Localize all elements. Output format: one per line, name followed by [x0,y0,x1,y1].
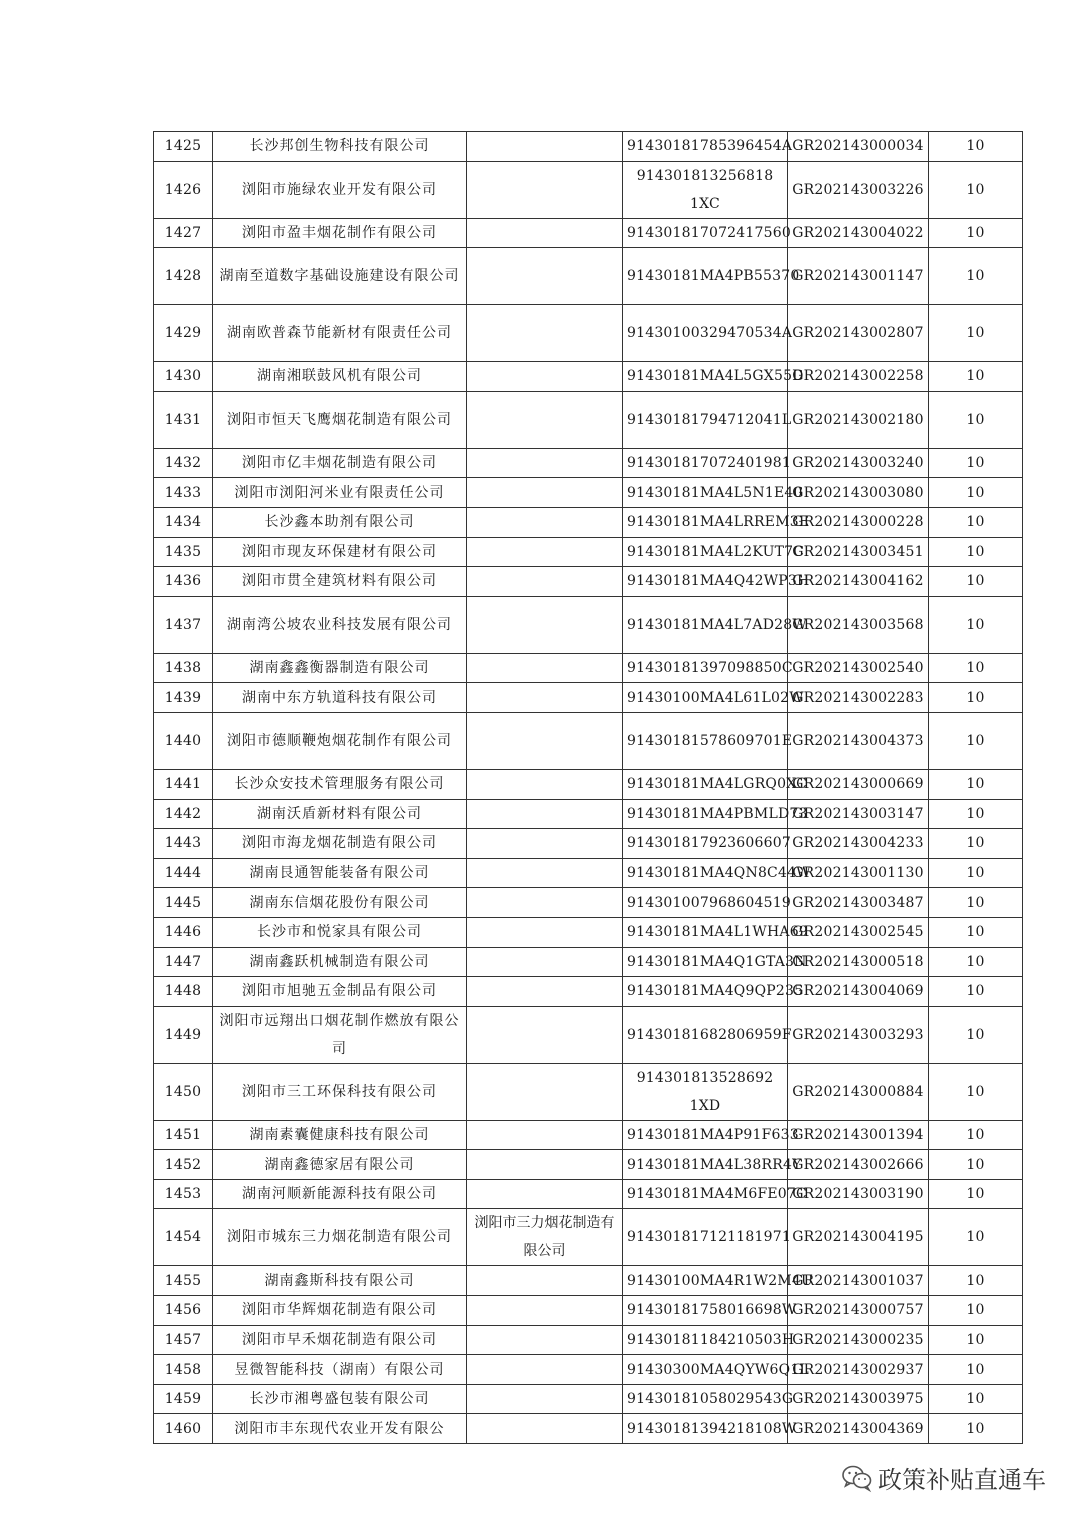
former-name-cell [467,947,623,977]
table-row [154,305,1023,362]
credit-code-cell: 914301817923606607 [623,829,788,859]
company-name-cell: 湖南湘联鼓风机有限公司 [213,362,467,392]
company-name-cell: 长沙市和悦家具有限公司 [213,917,467,947]
row-number-cell: 1432 [154,448,213,478]
former-name-cell [467,391,623,448]
certificate-number-cell: GR202143002180 [788,391,929,448]
table-row [154,537,1023,567]
amount-cell: 10 [929,1209,1023,1266]
certificate-number-cell: GR202143001147 [788,248,929,305]
amount-cell: 10 [929,858,1023,888]
credit-code-cell: 91430181682806959F [623,1006,788,1063]
row-number-cell: 1436 [154,567,213,597]
row-number-cell: 1456 [154,1296,213,1326]
row-number-cell: 1434 [154,507,213,537]
table-row [154,683,1023,713]
credit-code-cell: 91430181MA4L38RR4Y [623,1150,788,1180]
former-name-cell [467,858,623,888]
table-row [154,799,1023,829]
table-row [154,1150,1023,1180]
company-name-cell: 湖南沃盾新材料有限公司 [213,799,467,829]
former-name-cell [467,448,623,478]
certificate-number-cell: GR202143001037 [788,1266,929,1296]
credit-code-cell: 91430181MA4L5N1E40 [623,478,788,508]
company-name-cell: 浏阳市早禾烟花制造有限公司 [213,1325,467,1355]
former-name-cell [467,362,623,392]
credit-code-cell: 91430100MA4R1W2M4U [623,1266,788,1296]
company-name-cell: 湖南鑫跃机械制造有限公司 [213,947,467,977]
row-number-cell: 1459 [154,1384,213,1414]
amount-cell: 10 [929,1266,1023,1296]
amount-cell: 10 [929,947,1023,977]
former-name-cell [467,1063,623,1120]
former-name-cell [467,1266,623,1296]
former-name-cell [467,683,623,713]
row-number-cell: 1425 [154,132,213,162]
credit-code-cell: 91430181MA4PBMLD73 [623,799,788,829]
table-row [154,218,1023,248]
company-name-cell: 长沙邦创生物科技有限公司 [213,132,467,162]
table-row [154,1179,1023,1209]
certificate-number-cell: GR202143004195 [788,1209,929,1266]
certificate-number-cell: GR202143000669 [788,769,929,799]
credit-code-cell: 91430181578609701E [623,712,788,769]
table-row [154,362,1023,392]
certificate-number-cell: GR202143004369 [788,1414,929,1444]
credit-code-cell: 914301817072401981 [623,448,788,478]
table-row [154,507,1023,537]
former-name-cell [467,712,623,769]
table-row [154,947,1023,977]
table-body [154,132,1023,1444]
row-number-cell: 1433 [154,478,213,508]
row-number-cell: 1458 [154,1355,213,1385]
row-number-cell: 1448 [154,977,213,1007]
row-number-cell: 1428 [154,248,213,305]
credit-code-cell: 91430181MA4M6FE07C [623,1179,788,1209]
credit-code-cell: 914301007968604519 [623,888,788,918]
former-name-cell [467,1355,623,1385]
certificate-number-cell: GR202143000034 [788,132,929,162]
company-name-cell: 湖南欧普森节能新材有限责任公司 [213,305,467,362]
table-row [154,769,1023,799]
amount-cell: 10 [929,653,1023,683]
former-name-cell [467,917,623,947]
credit-code-cell: 91430181058029543G [623,1384,788,1414]
former-name-cell [467,1414,623,1444]
credit-code-cell: 91430181MA4Q42WP3H [623,567,788,597]
credit-code-cell: 91430100329470534A [623,305,788,362]
table-row [154,1209,1023,1266]
credit-code-cell: 914301817072417560 [623,218,788,248]
credit-code-cell: 91430181184210503H [623,1325,788,1355]
amount-cell: 10 [929,1179,1023,1209]
credit-code-cell: 914301813528692 1XD [623,1063,788,1120]
amount-cell: 10 [929,799,1023,829]
amount-cell: 10 [929,712,1023,769]
certificate-number-cell: GR202143000228 [788,507,929,537]
amount-cell: 10 [929,448,1023,478]
amount-cell: 10 [929,305,1023,362]
table-row [154,1120,1023,1150]
row-number-cell: 1449 [154,1006,213,1063]
company-name-cell: 浏阳市亿丰烟花制造有限公司 [213,448,467,478]
table-row [154,1355,1023,1385]
amount-cell: 10 [929,478,1023,508]
credit-code-cell: 91430181MA4QN8C44W [623,858,788,888]
company-name-cell: 浏阳市海龙烟花制造有限公司 [213,829,467,859]
former-name-cell [467,799,623,829]
credit-code-cell: 91430181MA4Q1GTA3N [623,947,788,977]
company-name-cell: 浏阳市施绿农业开发有限公司 [213,161,467,218]
amount-cell: 10 [929,977,1023,1007]
amount-cell: 10 [929,1150,1023,1180]
certificate-number-cell: GR202143001394 [788,1120,929,1150]
former-name-cell [467,161,623,218]
table-row [154,132,1023,162]
former-name-cell [467,218,623,248]
row-number-cell: 1450 [154,1063,213,1120]
certificate-number-cell: GR202143004162 [788,567,929,597]
company-name-cell: 长沙市湘粤盛包装有限公司 [213,1384,467,1414]
row-number-cell: 1451 [154,1120,213,1150]
table-row [154,712,1023,769]
table-row [154,391,1023,448]
amount-cell: 10 [929,829,1023,859]
amount-cell: 10 [929,248,1023,305]
credit-code-cell: 91430100MA4L61L02W [623,683,788,713]
certificate-number-cell: GR202143003226 [788,161,929,218]
row-number-cell: 1426 [154,161,213,218]
row-number-cell: 1435 [154,537,213,567]
row-number-cell: 1460 [154,1414,213,1444]
certificate-number-cell: GR202143003568 [788,596,929,653]
credit-code-cell: 91430181MA4LRREM3E [623,507,788,537]
amount-cell: 10 [929,218,1023,248]
certificate-number-cell: GR202143000235 [788,1325,929,1355]
credit-code-cell: 91430181MA4L1WHA69 [623,917,788,947]
credit-code-cell: 91430181397098850C [623,653,788,683]
former-name-cell [467,248,623,305]
amount-cell: 10 [929,769,1023,799]
amount-cell: 10 [929,362,1023,392]
amount-cell: 10 [929,1384,1023,1414]
credit-code-cell: 914301813256818 1XC [623,161,788,218]
row-number-cell: 1454 [154,1209,213,1266]
former-name-cell: 浏阳市三力烟花制造有限公司 [467,1209,623,1266]
company-name-cell: 浏阳市盈丰烟花制作有限公司 [213,218,467,248]
row-number-cell: 1457 [154,1325,213,1355]
table-row [154,858,1023,888]
former-name-cell [467,888,623,918]
company-table [153,131,1023,1444]
amount-cell: 10 [929,917,1023,947]
amount-cell: 10 [929,161,1023,218]
company-name-cell: 浏阳市浏阳河米业有限责任公司 [213,478,467,508]
certificate-number-cell: GR202143000884 [788,1063,929,1120]
amount-cell: 10 [929,596,1023,653]
credit-code-cell: 91430300MA4QYW6Q1L [623,1355,788,1385]
credit-code-cell: 91430181MA4L2KUT7C [623,537,788,567]
amount-cell: 10 [929,888,1023,918]
company-name-cell: 昱微智能科技（湖南）有限公司 [213,1355,467,1385]
table-row [154,567,1023,597]
amount-cell: 10 [929,132,1023,162]
table-row [154,1006,1023,1063]
credit-code-cell: 91430181394218108W [623,1414,788,1444]
row-number-cell: 1442 [154,799,213,829]
company-name-cell: 湖南河顺新能源科技有限公司 [213,1179,467,1209]
former-name-cell [467,653,623,683]
former-name-cell [467,829,623,859]
table-row [154,161,1023,218]
row-number-cell: 1443 [154,829,213,859]
certificate-number-cell: GR202143002666 [788,1150,929,1180]
former-name-cell [467,1150,623,1180]
certificate-number-cell: GR202143002258 [788,362,929,392]
amount-cell: 10 [929,391,1023,448]
former-name-cell [467,977,623,1007]
former-name-cell [467,537,623,567]
row-number-cell: 1444 [154,858,213,888]
company-name-cell: 湖南湾公坡农业科技发展有限公司 [213,596,467,653]
former-name-cell [467,1296,623,1326]
former-name-cell [467,1179,623,1209]
company-name-cell: 湖南中东方轨道科技有限公司 [213,683,467,713]
certificate-number-cell: GR202143003240 [788,448,929,478]
credit-code-cell: 91430181MA4L7AD28W [623,596,788,653]
company-name-cell: 湖南东信烟花股份有限公司 [213,888,467,918]
certificate-number-cell: GR202143003190 [788,1179,929,1209]
company-name-cell: 湖南鑫鑫衡器制造有限公司 [213,653,467,683]
former-name-cell [467,1120,623,1150]
company-name-cell: 浏阳市丰东现代农业开发有限公 [213,1414,467,1444]
former-name-cell [467,305,623,362]
table-row [154,448,1023,478]
amount-cell: 10 [929,683,1023,713]
certificate-number-cell: GR202143003147 [788,799,929,829]
former-name-cell [467,1384,623,1414]
company-name-cell: 湖南素囊健康科技有限公司 [213,1120,467,1150]
certificate-number-cell: GR202143002937 [788,1355,929,1385]
certificate-number-cell: GR202143001130 [788,858,929,888]
company-name-cell: 浏阳市现友环保建材有限公司 [213,537,467,567]
row-number-cell: 1440 [154,712,213,769]
table-row [154,1296,1023,1326]
certificate-number-cell: GR202143002540 [788,653,929,683]
former-name-cell [467,567,623,597]
row-number-cell: 1447 [154,947,213,977]
row-number-cell: 1431 [154,391,213,448]
certificate-number-cell: GR202143004069 [788,977,929,1007]
company-name-cell: 浏阳市德顺鞭炮烟花制作有限公司 [213,712,467,769]
row-number-cell: 1439 [154,683,213,713]
company-name-cell: 浏阳市恒天飞鹰烟花制造有限公司 [213,391,467,448]
amount-cell: 10 [929,507,1023,537]
amount-cell: 10 [929,1355,1023,1385]
certificate-number-cell: GR202143003975 [788,1384,929,1414]
row-number-cell: 1452 [154,1150,213,1180]
certificate-number-cell: GR202143004022 [788,218,929,248]
certificate-number-cell: GR202143002807 [788,305,929,362]
company-name-cell: 长沙众安技术管理服务有限公司 [213,769,467,799]
former-name-cell [467,132,623,162]
company-name-cell: 湖南鑫德家居有限公司 [213,1150,467,1180]
company-name-cell: 浏阳市华辉烟花制造有限公司 [213,1296,467,1326]
former-name-cell [467,596,623,653]
row-number-cell: 1446 [154,917,213,947]
row-number-cell: 1445 [154,888,213,918]
amount-cell: 10 [929,1063,1023,1120]
company-name-cell: 浏阳市城东三力烟花制造有限公司 [213,1209,467,1266]
table-row [154,1384,1023,1414]
credit-code-cell: 91430181MA4LGRQ0XC [623,769,788,799]
credit-code-cell: 91430181MA4L5GX55D [623,362,788,392]
row-number-cell: 1429 [154,305,213,362]
table-row [154,248,1023,305]
certificate-number-cell: GR202143003080 [788,478,929,508]
former-name-cell [467,1006,623,1063]
table-row [154,829,1023,859]
amount-cell: 10 [929,537,1023,567]
certificate-number-cell: GR202143000518 [788,947,929,977]
row-number-cell: 1453 [154,1179,213,1209]
row-number-cell: 1455 [154,1266,213,1296]
company-name-cell: 浏阳市远翔出口烟花制作燃放有限公司 [213,1006,467,1063]
company-name-cell: 湖南鑫斯科技有限公司 [213,1266,467,1296]
certificate-number-cell: GR202143003293 [788,1006,929,1063]
amount-cell: 10 [929,1006,1023,1063]
former-name-cell [467,1325,623,1355]
watermark-text: 政策补贴直通车 [878,1466,1046,1494]
wechat-icon [842,1465,872,1491]
table-row [154,1325,1023,1355]
certificate-number-cell: GR202143004373 [788,712,929,769]
company-name-cell: 长沙鑫本助剂有限公司 [213,507,467,537]
certificate-number-cell: GR202143003451 [788,537,929,567]
former-name-cell [467,769,623,799]
company-name-cell: 湖南至道数字基础设施建设有限公司 [213,248,467,305]
amount-cell: 10 [929,1325,1023,1355]
table-row [154,977,1023,1007]
row-number-cell: 1441 [154,769,213,799]
credit-code-cell: 91430181MA4Q9QP235 [623,977,788,1007]
certificate-number-cell: GR202143002545 [788,917,929,947]
certificate-number-cell: GR202143003487 [788,888,929,918]
company-name-cell: 湖南艮通智能装备有限公司 [213,858,467,888]
certificate-number-cell: GR202143002283 [788,683,929,713]
table-row [154,1414,1023,1444]
certificate-number-cell: GR202143004233 [788,829,929,859]
table-row [154,1266,1023,1296]
certificate-number-cell: GR202143000757 [788,1296,929,1326]
amount-cell: 10 [929,567,1023,597]
credit-code-cell: 914301817121181971 [623,1209,788,1266]
watermark [842,1460,1046,1495]
row-number-cell: 1438 [154,653,213,683]
credit-code-cell: 91430181MA4PB55370 [623,248,788,305]
table-row [154,596,1023,653]
former-name-cell [467,507,623,537]
table-row [154,1063,1023,1120]
table-row [154,653,1023,683]
table-row [154,888,1023,918]
company-name-cell: 浏阳市三工环保科技有限公司 [213,1063,467,1120]
row-number-cell: 1430 [154,362,213,392]
row-number-cell: 1427 [154,218,213,248]
credit-code-cell: 91430181785396454A [623,132,788,162]
former-name-cell [467,478,623,508]
credit-code-cell: 91430181794712041L [623,391,788,448]
credit-code-cell: 91430181758016698W [623,1296,788,1326]
row-number-cell: 1437 [154,596,213,653]
table-row [154,478,1023,508]
credit-code-cell: 91430181MA4P91F633 [623,1120,788,1150]
amount-cell: 10 [929,1120,1023,1150]
amount-cell: 10 [929,1296,1023,1326]
company-name-cell: 浏阳市旭驰五金制品有限公司 [213,977,467,1007]
table-row [154,917,1023,947]
company-name-cell: 浏阳市贯全建筑材料有限公司 [213,567,467,597]
amount-cell: 10 [929,1414,1023,1444]
